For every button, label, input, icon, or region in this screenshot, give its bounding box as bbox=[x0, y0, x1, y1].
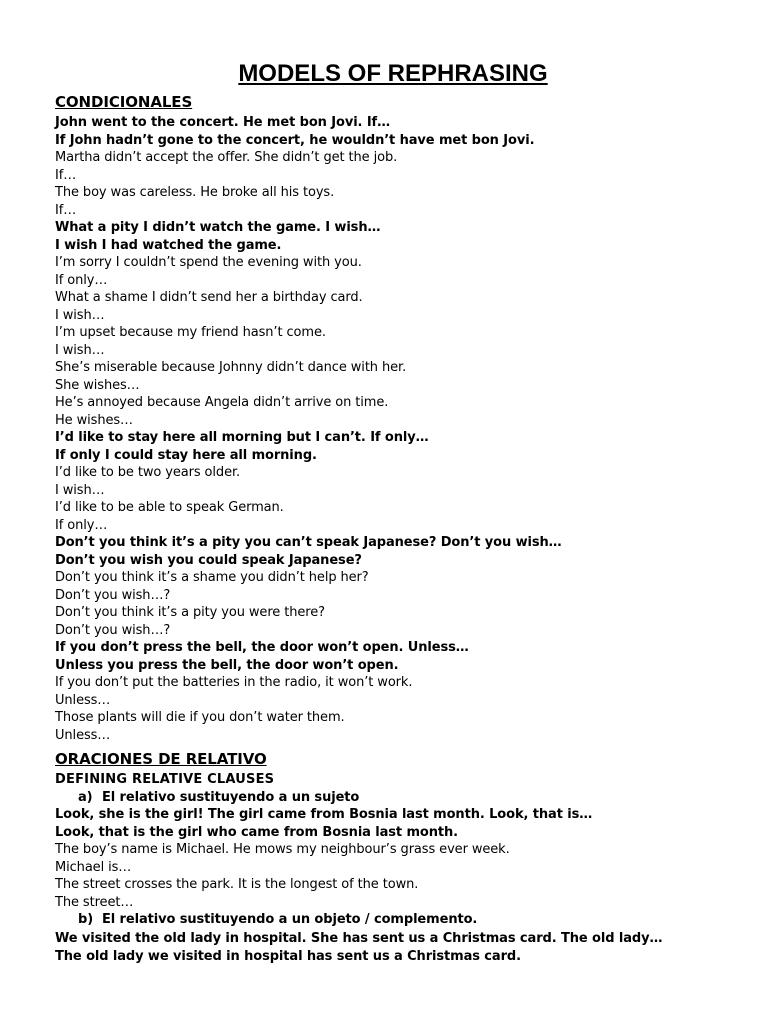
text-line: Those plants will die if you don’t water them. bbox=[55, 710, 345, 725]
list-item-text: El relativo sustituyendo a un objeto / complemento. bbox=[102, 912, 478, 927]
text-line: The boy’s name is Michael. He mows my neighbour’s grass ever week. bbox=[55, 842, 510, 857]
text-line: Unless… bbox=[55, 692, 111, 708]
text-line: I’m upset because my friend hasn’t come. bbox=[55, 325, 326, 340]
text-line: He wishes… bbox=[55, 412, 133, 428]
text-line: If… bbox=[55, 202, 77, 218]
text-line: If you don’t put the batteries in the radio, it won’t work. bbox=[55, 675, 413, 690]
section-heading-conditionals: CONDICIONALES bbox=[55, 93, 193, 111]
text-line: Unless you press the bell, the door won’t open. bbox=[55, 657, 399, 673]
text-line: We visited the old lady in hospital. She has sent us a Christmas card. The old lady… bbox=[55, 931, 663, 946]
text-line: Look, she is the girl! The girl came from Bosnia last month. Look, that is… bbox=[55, 807, 593, 822]
text-line: I’m sorry I couldn’t spend the evening with you. bbox=[55, 255, 362, 270]
text-line: If John hadn’t gone to the concert, he wouldn’t have met bon Jovi. bbox=[55, 132, 535, 148]
list-item-text: El relativo sustituyendo a un sujeto bbox=[102, 790, 360, 805]
text-line: I’d like to be able to speak German. bbox=[55, 500, 284, 515]
list-item-a bbox=[78, 789, 359, 806]
list-item-b bbox=[78, 911, 477, 928]
text-line: John went to the concert. He met bon Jovi. If… bbox=[55, 115, 391, 130]
text-line: Look, that is the girl who came from Bosnia last month. bbox=[55, 824, 459, 840]
text-line: Don’t you think it’s a pity you can’t speak Japanese? Don’t you wish… bbox=[55, 535, 562, 550]
text-line: She’s miserable because Johnny didn’t dance with her. bbox=[55, 360, 407, 375]
text-line: I wish… bbox=[55, 482, 105, 498]
text-line: She wishes… bbox=[55, 377, 140, 393]
text-line: If only… bbox=[55, 272, 108, 288]
text-line: If only… bbox=[55, 517, 108, 533]
page-title: MODELS OF REPHRASING bbox=[238, 60, 548, 87]
subheading-defining-relative: DEFINING RELATIVE CLAUSES bbox=[55, 772, 275, 787]
text-line: The street… bbox=[55, 894, 134, 910]
text-line: Don’t you wish you could speak Japanese? bbox=[55, 552, 362, 568]
section-heading-relative: ORACIONES DE RELATIVO bbox=[55, 750, 267, 768]
text-line: Don’t you wish…? bbox=[55, 587, 171, 603]
text-line: I wish I had watched the game. bbox=[55, 237, 282, 253]
text-line: Michael is… bbox=[55, 859, 132, 875]
text-line: What a pity I didn’t watch the game. I wish… bbox=[55, 220, 381, 235]
text-line: I’d like to stay here all morning but I can’t. If only… bbox=[55, 430, 429, 445]
text-line: Unless… bbox=[55, 727, 111, 743]
text-line: I wish… bbox=[55, 342, 105, 358]
text-line: If only I could stay here all morning. bbox=[55, 447, 317, 463]
text-line: If you don’t press the bell, the door won’t open. Unless… bbox=[55, 640, 469, 655]
text-line: Don’t you think it’s a pity you were there? bbox=[55, 605, 325, 620]
list-marker: b) bbox=[78, 912, 94, 927]
text-line: Don’t you wish…? bbox=[55, 622, 171, 638]
list-marker: a) bbox=[78, 790, 93, 805]
text-line: I’d like to be two years older. bbox=[55, 465, 241, 480]
text-line: Don’t you think it’s a shame you didn’t help her? bbox=[55, 570, 369, 585]
text-line: What a shame I didn’t send her a birthday card. bbox=[55, 290, 363, 305]
text-line: I wish… bbox=[55, 307, 105, 323]
text-line: The street crosses the park. It is the longest of the town. bbox=[55, 877, 419, 892]
text-line: Martha didn’t accept the offer. She didn’t get the job. bbox=[55, 150, 398, 165]
text-line: The old lady we visited in hospital has sent us a Christmas card. bbox=[55, 948, 521, 964]
text-line: He’s annoyed because Angela didn’t arrive on time. bbox=[55, 395, 389, 410]
text-line: The boy was careless. He broke all his toys. bbox=[55, 185, 335, 200]
text-line: If… bbox=[55, 167, 77, 183]
